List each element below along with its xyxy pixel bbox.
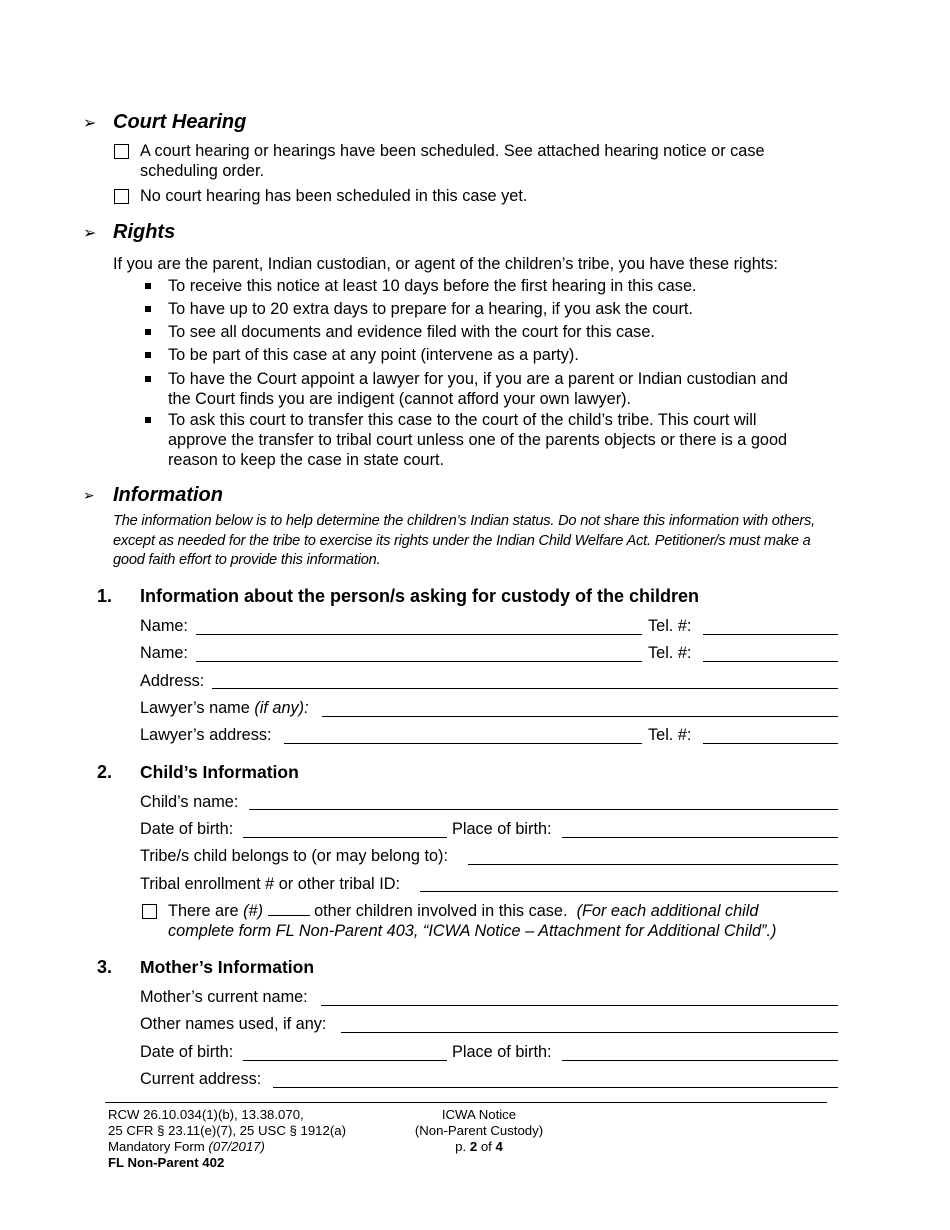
square-bullet-icon [145, 376, 151, 382]
arrowhead-icon: ➢ [83, 225, 97, 242]
other-children-label: There are (#) other children involved in this case. (For each additional child complete form FL Non-Parent 403, “ICWA Notice – Attachment for Additional Child”.) [168, 902, 777, 940]
no-hearing-label: No court hearing has been scheduled in this case yet. [140, 187, 528, 205]
court-hearing-heading: Court Hearing [113, 111, 247, 133]
name-1-field[interactable] [196, 634, 642, 635]
section-1-title: Information about the person/s asking for custody of the children [140, 586, 700, 606]
lawyer-address-label: Lawyer’s address: [140, 726, 272, 744]
address-label: Address: [140, 672, 205, 690]
child-pob-label: Place of birth: [452, 820, 552, 838]
lawyer-name-field[interactable] [322, 716, 838, 717]
tel-2-field[interactable] [703, 661, 838, 662]
hearing-scheduled-label: A court hearing or hearings have been scheduled. See attached hearing notice or case scheduling order. [140, 142, 765, 180]
child-dob-field[interactable] [243, 837, 447, 838]
square-bullet-icon [145, 417, 151, 423]
footer-left: RCW 26.10.034(1)(b), 13.38.070, 25 CFR § 23.11(e)(7), 25 USC § 1912(a) Mandatory Form (07/2017) FL Non-Parent 402 [108, 1107, 346, 1170]
information-note: The information below is to help determine the children’s Indian status. Do not share this information with others, except as needed for the tribe to exercise its rights under the Indian Child Welfare Act. Petitioner/s must make a good faith effort to provide this information. [113, 513, 815, 568]
hearing-scheduled-checkbox[interactable] [114, 144, 129, 159]
tel-1-label: Tel. #: [648, 617, 692, 635]
rights-item: To receive this notice at least 10 days before the first hearing in this case. [168, 277, 697, 295]
arrowhead-icon: ➢ [83, 487, 95, 503]
enrollment-field[interactable] [420, 891, 838, 892]
rights-item: To have the Court appoint a lawyer for you, if you are a parent or Indian custodian and the Court finds you are indigent (cannot afford your own lawyer). [168, 370, 788, 408]
mother-current-name-field[interactable] [321, 1005, 838, 1006]
section-2-number: 2. [97, 762, 113, 782]
enrollment-label: Tribal enrollment # or other tribal ID: [140, 875, 400, 893]
footer-center: ICWA Notice (Non-Parent Custody) p. 2 of 4 [414, 1107, 544, 1154]
mother-dob-field[interactable] [243, 1060, 447, 1061]
child-dob-label: Date of birth: [140, 820, 234, 838]
mother-dob-label: Date of birth: [140, 1043, 234, 1061]
tribe-label: Tribe/s child belongs to (or may belong to): [140, 847, 448, 865]
mother-pob-label: Place of birth: [452, 1043, 552, 1061]
mother-current-name-label: Mother’s current name: [140, 988, 308, 1006]
rights-item: To see all documents and evidence filed with the court for this case. [168, 323, 655, 341]
name-2-label: Name: [140, 644, 188, 662]
rights-intro: If you are the parent, Indian custodian, or agent of the children’s tribe, you have these rights: [113, 255, 778, 273]
tel-2-label: Tel. #: [648, 644, 692, 662]
tribe-field[interactable] [468, 864, 838, 865]
section-1-number: 1. [97, 586, 113, 606]
mother-other-names-label: Other names used, if any: [140, 1015, 327, 1033]
lawyer-tel-label: Tel. #: [648, 726, 692, 744]
rights-item: To have up to 20 extra days to prepare for a hearing, if you ask the court. [168, 300, 693, 318]
no-hearing-checkbox[interactable] [114, 189, 129, 204]
section-3-number: 3. [97, 957, 113, 977]
name-1-label: Name: [140, 617, 188, 635]
child-name-label: Child’s name: [140, 793, 239, 811]
square-bullet-icon [145, 283, 151, 289]
tel-1-field[interactable] [703, 634, 838, 635]
mother-other-names-field[interactable] [341, 1032, 838, 1033]
mother-address-label: Current address: [140, 1070, 262, 1088]
mother-address-field[interactable] [273, 1087, 838, 1088]
lawyer-tel-field[interactable] [703, 743, 838, 744]
square-bullet-icon [145, 329, 151, 335]
lawyer-address-field[interactable] [284, 743, 642, 744]
address-field[interactable] [212, 688, 838, 689]
section-2-title: Child’s Information [140, 762, 299, 782]
square-bullet-icon [145, 352, 151, 358]
rights-heading: Rights [113, 221, 176, 243]
square-bullet-icon [145, 306, 151, 312]
lawyer-name-label: Lawyer’s name (if any): [140, 699, 309, 717]
other-children-checkbox[interactable] [142, 904, 157, 919]
section-3-title: Mother’s Information [140, 957, 315, 977]
other-children-count-field[interactable] [268, 901, 310, 916]
information-heading: Information [113, 484, 223, 506]
rights-item: To ask this court to transfer this case to the court of the child’s tribe. This court will approve the transfer to tribal court unless one of the parents objects or there is a good reason to keep the case in state court. [168, 411, 788, 469]
rights-item: To be part of this case at any point (intervene as a party). [168, 346, 579, 364]
child-name-field[interactable] [249, 809, 838, 810]
arrowhead-icon: ➢ [83, 115, 97, 132]
child-pob-field[interactable] [562, 837, 838, 838]
name-2-field[interactable] [196, 661, 642, 662]
footer-divider [105, 1102, 827, 1103]
mother-pob-field[interactable] [562, 1060, 838, 1061]
